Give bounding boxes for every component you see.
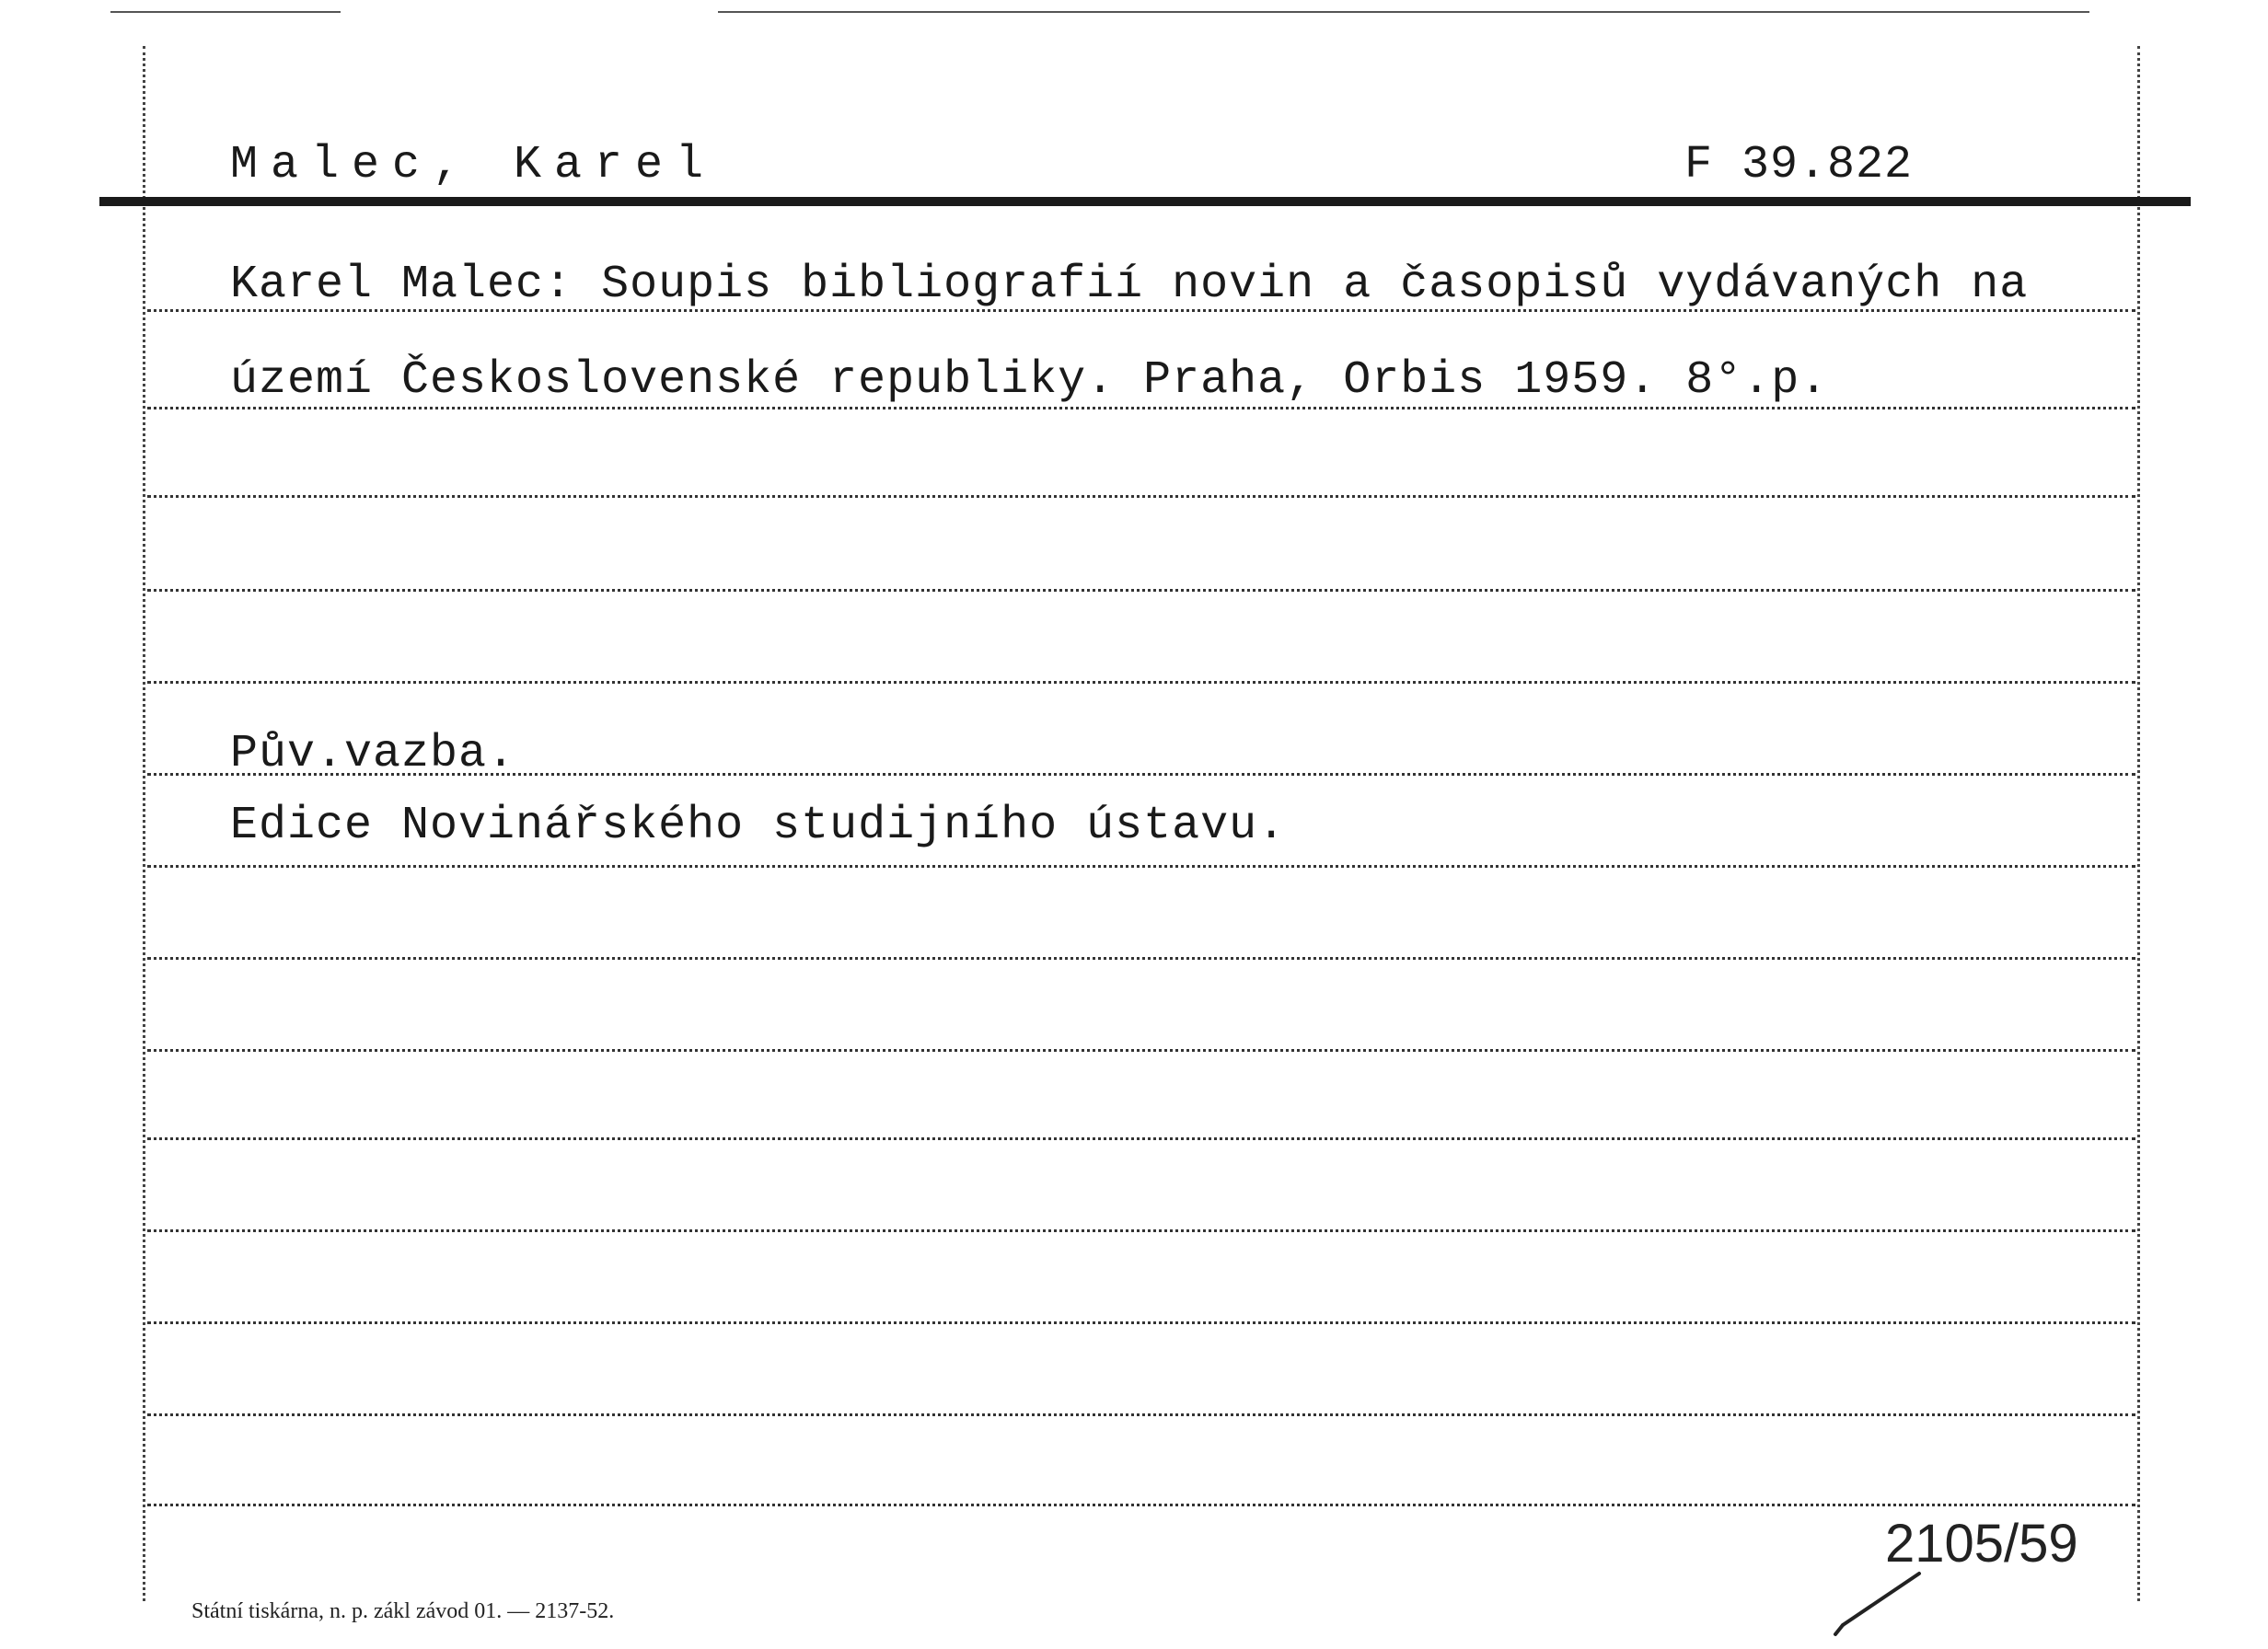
author-heading: Malec, Karel [230, 139, 717, 191]
ruled-line [147, 773, 2135, 776]
printer-imprint: Státní tiskárna, n. p. zákl závod 01. — 2137-52. [191, 1599, 615, 1623]
ruled-line [147, 1229, 2135, 1232]
call-number: F 39.822 [1684, 139, 1914, 191]
ruled-line [147, 1049, 2135, 1052]
right-margin-line [2137, 46, 2140, 1601]
heading-rule [99, 197, 2191, 206]
ruled-line [147, 957, 2135, 960]
ruled-line [147, 407, 2135, 409]
ruled-line [147, 1413, 2135, 1416]
bibliographic-entry-line-1: Karel Malec: Soupis bibliografií novin a časopisů vydávaných na [230, 259, 2029, 311]
ruled-line [147, 1504, 2135, 1506]
ruled-line [147, 681, 2135, 684]
check-mark-icon [1822, 1564, 1924, 1638]
ruled-line [147, 495, 2135, 498]
ruled-line [147, 1321, 2135, 1324]
accession-number: 2105/59 [1885, 1514, 2078, 1574]
bibliographic-entry-line-2: území Československé republiky. Praha, Orbis 1959. 8°.p. [230, 354, 1829, 407]
top-rule-left [110, 11, 341, 13]
series-note: Edice Novinářského studijního ústavu. [230, 800, 1287, 852]
binding-label: Pův.vazba. [230, 728, 516, 780]
top-rule-right [718, 11, 2089, 13]
ruled-line [147, 865, 2135, 868]
left-margin-line [143, 46, 145, 1601]
ruled-line [147, 1137, 2135, 1140]
ruled-line [147, 589, 2135, 592]
ruled-line [147, 309, 2135, 312]
